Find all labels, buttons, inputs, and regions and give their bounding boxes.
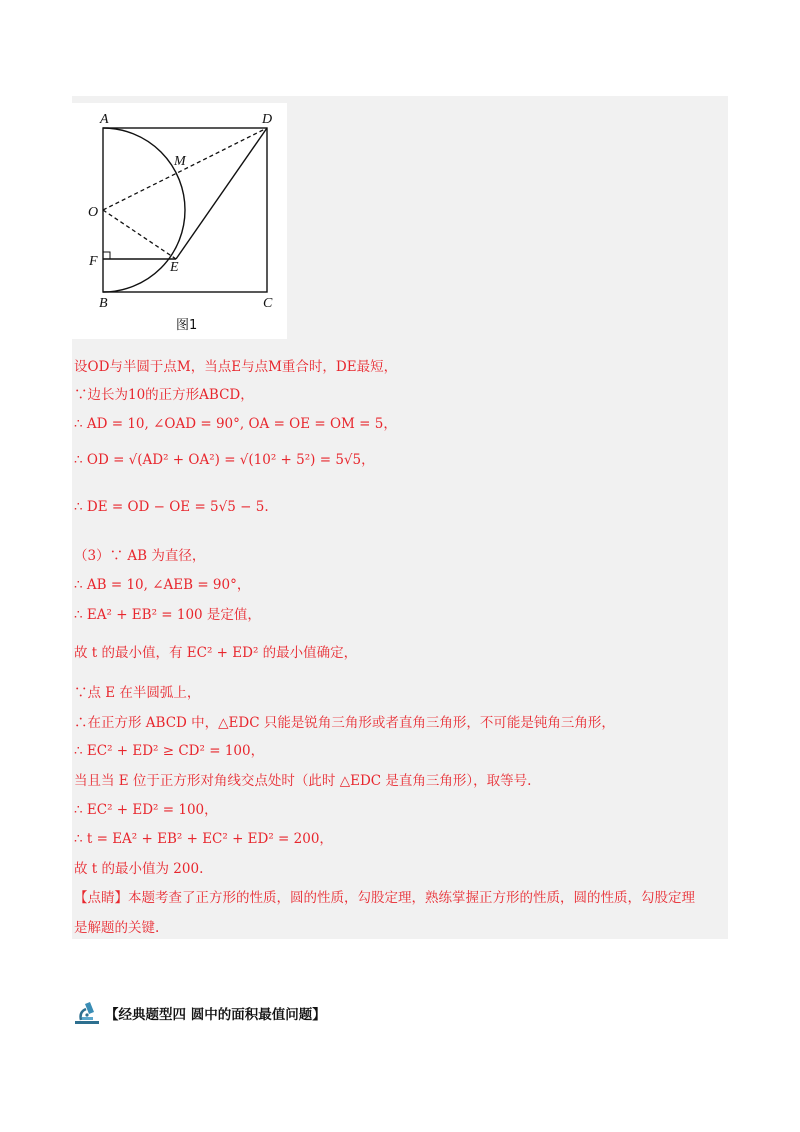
solution-line-10: ∵点 E 在半圆弧上， <box>74 685 201 701</box>
segment-oe <box>103 210 176 259</box>
solution-line-17: 【点睛】本题考查了正方形的性质，圆的性质，勾股定理，熟练掌握正方形的性质，圆的性质，勾股定理 <box>74 890 695 906</box>
figure-svg <box>72 103 287 339</box>
solution-line-5: ∴ DE = OD − OE = 5√5 − 5. <box>74 499 269 515</box>
label-d: D <box>262 112 273 127</box>
solution-line-12: ∴ EC² + ED² ≥ CD² = 100， <box>74 743 265 759</box>
solution-line-15: ∴ t = EA² + EB² + EC² + ED² = 200， <box>74 831 333 847</box>
geometry-figure <box>72 103 287 339</box>
section-title-text: 【经典题型四 圆中的面积最值问题】 <box>105 1007 326 1023</box>
solution-line-3: ∴ AD = 10, ∠OAD = 90°, OA = OE = OM = 5， <box>74 416 397 432</box>
solution-line-14: ∴ EC² + ED² = 100， <box>74 802 218 818</box>
solution-line-16: 故 t 的最小值为 200. <box>74 861 204 877</box>
label-f: F <box>89 254 98 269</box>
label-m: M <box>174 154 186 169</box>
segment-od <box>103 128 267 210</box>
microscope-icon <box>73 1000 101 1026</box>
solution-line-13: 当且当 E 位于正方形对角线交点处时（此时 △EDC 是直角三角形），取等号. <box>74 773 532 789</box>
solution-line-7: ∴ AB = 10, ∠AEB = 90°， <box>74 577 251 593</box>
label-b: B <box>99 296 108 311</box>
solution-line-9: 故 t 的最小值，有 EC² + ED² 的最小值确定， <box>74 645 358 661</box>
solution-line-11: ∴在正方形 ABCD 中，△EDC 只能是锐角三角形或者直角三角形，不可能是钝角三角形， <box>74 715 615 731</box>
section-heading <box>73 1000 326 1026</box>
solution-line-18: 是解题的关键. <box>74 920 160 936</box>
figure-caption: 图1 <box>176 318 198 333</box>
label-c: C <box>263 296 273 311</box>
solution-line-4: ∴ OD = √(AD² + OA²) = √(10² + 5²) = 5√5， <box>74 452 375 468</box>
label-e: E <box>170 260 179 275</box>
solution-line-6: （3）∵ AB 为直径， <box>74 548 206 564</box>
solution-line-1: 设OD与半圆于点M，当点E与点M重合时，DE最短， <box>74 359 398 375</box>
solution-line-2: ∵边长为10的正方形ABCD， <box>74 387 254 403</box>
right-angle-mark <box>103 252 110 259</box>
label-o: O <box>88 205 99 220</box>
solution-line-8: ∴ EA² + EB² = 100 是定值， <box>74 607 261 623</box>
label-a: A <box>100 112 109 127</box>
segment-ed <box>176 128 267 259</box>
